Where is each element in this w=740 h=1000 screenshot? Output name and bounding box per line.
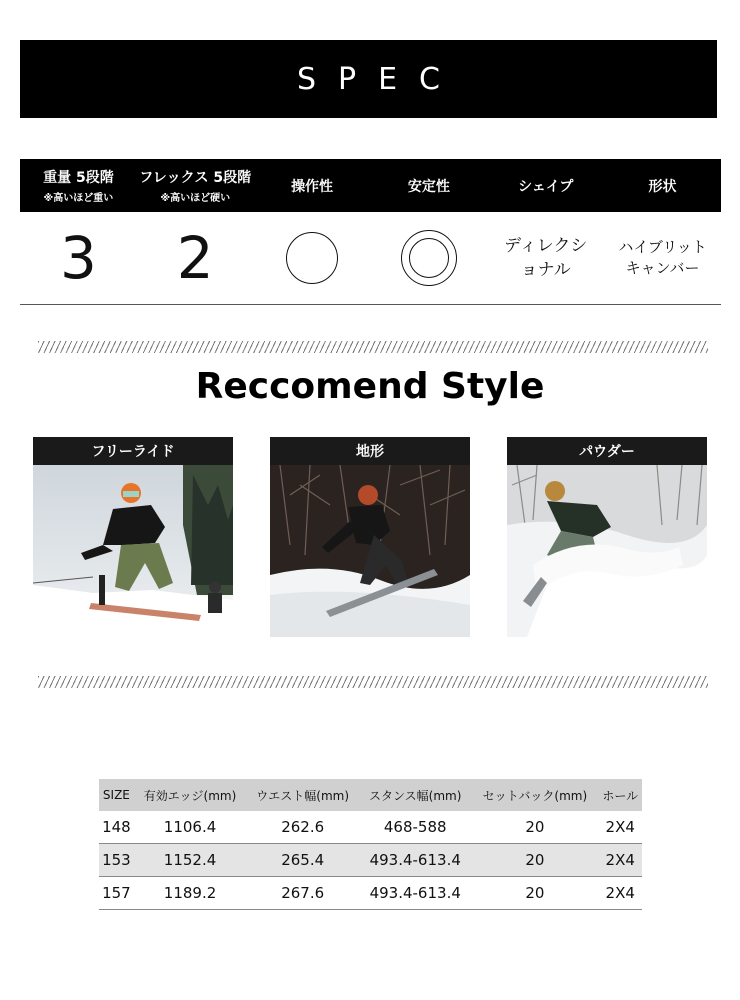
size-spec-table [99,779,642,910]
table-row: 148 1106.4 262.6 468-588 20 2X4 [99,811,642,844]
spec-header-row [20,159,721,212]
col-effective-edge: 有効エッジ(mm) [134,779,246,811]
style-card-freeride [33,437,233,637]
spec-title: SPEC [296,61,463,97]
col-stance-width: スタンス幅(mm) [359,779,471,811]
col-waist-width: ウエスト幅(mm) [246,779,359,811]
spec-header-stability: 安定性 [407,178,450,195]
terrain-photo [270,465,470,637]
single-circle-icon [286,232,338,284]
spec-header-flex: フレックス 5段階 ※高いほど硬い [139,170,252,204]
spec-header-shape: シェイプ [518,178,574,195]
spec-stability-cell [370,212,487,304]
double-circle-icon [401,230,457,286]
spec-weight-cell [20,212,137,304]
form-value: ハイブリットキャンバー [618,238,707,277]
style-card-powder [507,437,707,637]
table-row: 157 1189.2 267.6 493.4-613.4 20 2X4 [99,877,642,910]
spec-header-form: 形状 [648,178,677,195]
spec-banner [20,40,717,118]
freeride-photo [33,465,233,637]
spec-table [20,159,721,305]
spec-header-weight: 重量 5段階 ※高いほど重い [43,170,114,204]
col-size: SIZE [99,779,134,811]
hatch-divider-bottom [38,676,708,688]
spec-shape-cell [487,212,604,304]
powder-photo [507,465,707,637]
size-table-header-row [99,779,642,811]
shape-value: ディレクショナル [504,236,588,280]
col-setback: セットバック(mm) [471,779,598,811]
style-card-label: 地形 [270,437,470,465]
spec-operability-cell [254,212,371,304]
weight-value: 3 [59,224,97,292]
style-card-label: パウダー [507,437,707,465]
spec-flex-cell [137,212,254,304]
flex-value: 2 [176,224,214,292]
style-card-label: フリーライド [33,437,233,465]
spec-value-row [20,212,721,305]
spec-form-cell [604,212,721,304]
style-card-terrain [270,437,470,637]
hatch-divider-top [38,341,708,353]
table-row: 153 1152.4 265.4 493.4-613.4 20 2X4 [99,844,642,877]
spec-header-operability: 操作性 [291,178,334,195]
col-hole: ホール [598,779,642,811]
recommend-style-title: Reccomend Style [195,366,545,407]
